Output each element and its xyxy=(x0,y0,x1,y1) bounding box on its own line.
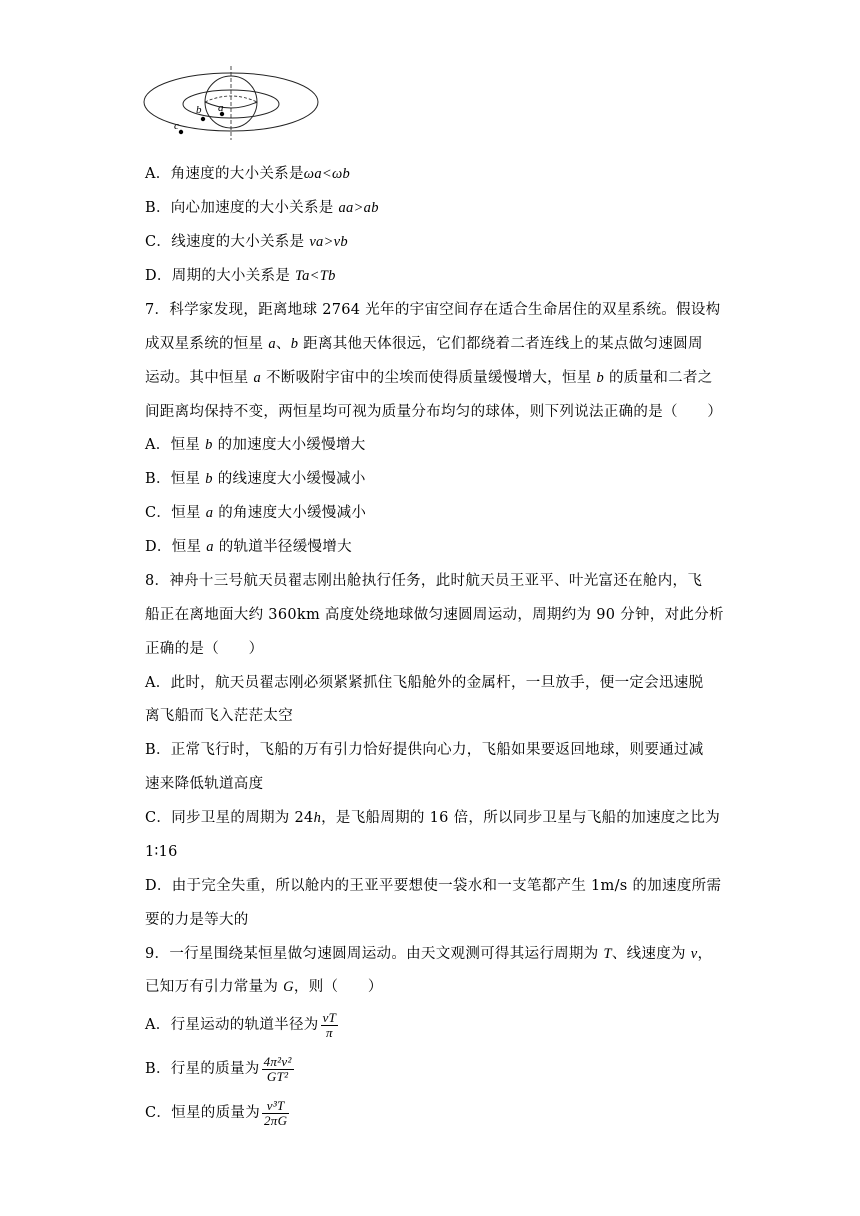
q7-d-text-1: D．恒星 xyxy=(145,539,207,555)
q8-option-c-line-1 xyxy=(145,808,720,828)
q9-stem-line-1 xyxy=(145,944,712,964)
q7-l3-var-b: b xyxy=(596,370,605,386)
q7-option-a xyxy=(145,435,366,455)
q6-option-a-math: ωa<ωb xyxy=(303,166,351,182)
q6-option-c-math: va>vb xyxy=(309,234,348,250)
q8-c-text-2: ，是飞船周期的 16 倍，所以同步卫星与飞船的加速度之比为 xyxy=(321,810,720,826)
q7-b-text-2: 的线速度大小缓慢减小 xyxy=(212,471,366,487)
q8-stem-line-3: 正确的是（ ） xyxy=(145,641,264,657)
q9-a-numerator: vT xyxy=(322,1009,337,1025)
q7-stem-line-1: 7．科学家发现，距离地球 2764 光年的宇宙空间存在适合生命居住的双星系统。假设构 xyxy=(145,302,721,318)
q8-option-a-line-2: 离飞船而飞入茫茫太空 xyxy=(145,708,293,724)
q9-b-fraction xyxy=(262,1055,294,1084)
q9-option-c xyxy=(145,1096,289,1130)
q6-option-a xyxy=(145,164,350,184)
q9-c-fraction xyxy=(262,1099,289,1128)
q8-stem-line-1: 8．神舟十三号航天员翟志刚出舱执行任务，此时航天员王亚平、叶光富还在舱内，飞 xyxy=(145,573,703,589)
q6-option-b-text: B．向心加速度的大小关系是 xyxy=(145,200,339,216)
q9-c-numerator: v³T xyxy=(262,1099,289,1114)
label-a: a xyxy=(218,102,224,114)
q7-l2-text-c: 距离其他天体很远，它们都绕着二者连线上的某点做匀速圆周 xyxy=(298,336,703,352)
satellite-c-dot xyxy=(179,130,183,134)
q7-a-var: b xyxy=(205,437,213,453)
q7-b-var: b xyxy=(205,471,213,487)
q9-option-a xyxy=(145,1008,338,1042)
q7-a-text-1: A．恒星 xyxy=(145,437,206,453)
q7-option-c xyxy=(145,503,366,523)
q7-stem-line-4: 间距离均保持不变，两恒星均可视为质量分布均匀的球体，则下列说法正确的是（ ） xyxy=(145,404,723,420)
q7-l2-var-a: a xyxy=(268,336,276,352)
q6-option-c-text: C．线速度的大小关系是 xyxy=(145,234,310,250)
q9-l1-text-b: 、线速度为 xyxy=(611,946,691,962)
q9-a-text: A．行星运动的轨道半径为 xyxy=(145,1017,319,1033)
q6-option-a-text: A．角速度的大小关系是 xyxy=(145,166,304,182)
label-c: c xyxy=(174,120,179,132)
label-b: b xyxy=(196,104,202,116)
q6-option-b-math: aa>ab xyxy=(338,200,379,216)
q6-option-d-math: Ta<Tb xyxy=(295,268,336,284)
q7-c-text-2: 的角速度大小缓慢减小 xyxy=(213,505,367,521)
q8-option-d-line-1: D．由于完全失重，所以舱内的王亚平要想使一袋水和一支笔都产生 1m/s 的加速度所需 xyxy=(145,878,722,894)
q9-l2-text-b: ，则（ ） xyxy=(293,979,383,995)
q6-option-b xyxy=(145,198,379,218)
q7-option-b xyxy=(145,469,366,489)
q8-option-a-line-1: A．此时，航天员翟志刚必须紧紧抓住飞船舱外的金属杆，一旦放手，便一定会迅速脱 xyxy=(145,675,704,691)
q7-l3-text-c: 的质量和二者之 xyxy=(604,370,713,386)
satellite-b-dot xyxy=(201,117,205,121)
q9-b-text: B．行星的质量为 xyxy=(145,1061,260,1077)
q8-c-text-1: C．同步卫星的周期为 24 xyxy=(145,810,314,826)
q9-l2-text-a: 已知万有引力常量为 xyxy=(145,979,284,995)
q7-l3-text-b: 不断吸附宇宙中的尘埃而使得质量缓慢增大，恒星 xyxy=(261,370,597,386)
q9-b-numerator: 4π²v² xyxy=(263,1053,292,1069)
q8-option-c-line-2: 1∶16 xyxy=(145,844,178,860)
q7-stem-line-2 xyxy=(145,334,703,354)
q8-c-var: h xyxy=(313,810,322,826)
q8-stem-line-2: 船正在离地面大约 360km 高度处绕地球做匀速圆周运动，周期约为 90 分钟，对此分析 xyxy=(145,607,724,623)
q7-d-var: a xyxy=(206,539,214,555)
q7-c-text-1: C．恒星 xyxy=(145,505,206,521)
q7-l2-text-a: 成双星系统的恒星 xyxy=(145,336,269,352)
q7-stem-line-3 xyxy=(145,368,713,388)
q7-option-d xyxy=(145,537,352,557)
q8-option-b-line-2: 速来降低轨道高度 xyxy=(145,776,264,792)
q7-c-var: a xyxy=(205,505,214,521)
q9-a-fraction xyxy=(321,1011,339,1040)
q9-a-denominator: π xyxy=(325,1024,333,1040)
q7-l2-var-b: b xyxy=(290,336,299,352)
q9-l1-text-a: 9．一行星围绕某恒星做匀速圆周运动。由天文观测可得其运行周期为 xyxy=(145,946,604,962)
q9-option-b xyxy=(145,1052,294,1086)
q8-option-b-line-1: B．正常飞行时，飞船的万有引力恰好提供向心力，飞船如果要返回地球，则要通过减 xyxy=(145,742,704,758)
q9-c-text: C．恒星的质量为 xyxy=(145,1105,260,1121)
q6-option-d-text: D．周期的大小关系是 xyxy=(145,268,296,284)
orbit-diagram xyxy=(140,64,320,140)
q9-l2-var-g: G xyxy=(283,979,294,995)
q8-option-d-line-2: 要的力是等大的 xyxy=(145,912,249,928)
q7-a-text-2: 的加速度大小缓慢增大 xyxy=(212,437,366,453)
q9-b-denominator: GT² xyxy=(266,1068,289,1084)
q7-l3-text-a: 运动。其中恒星 xyxy=(145,370,254,386)
q9-l1-var-t: T xyxy=(603,946,612,962)
q9-l1-var-v: v xyxy=(690,946,698,962)
q9-l1-text-c: ， xyxy=(697,946,713,962)
q9-stem-line-2 xyxy=(145,977,383,997)
q7-d-text-2: 的轨道半径缓慢增大 xyxy=(213,539,352,555)
q9-c-denominator: 2πG xyxy=(264,1112,288,1128)
q6-option-d xyxy=(145,266,336,286)
q7-b-text-1: B．恒星 xyxy=(145,471,206,487)
q6-option-c xyxy=(145,232,348,252)
q7-l2-text-b: 、 xyxy=(275,336,291,352)
q7-l3-var-a: a xyxy=(253,370,262,386)
